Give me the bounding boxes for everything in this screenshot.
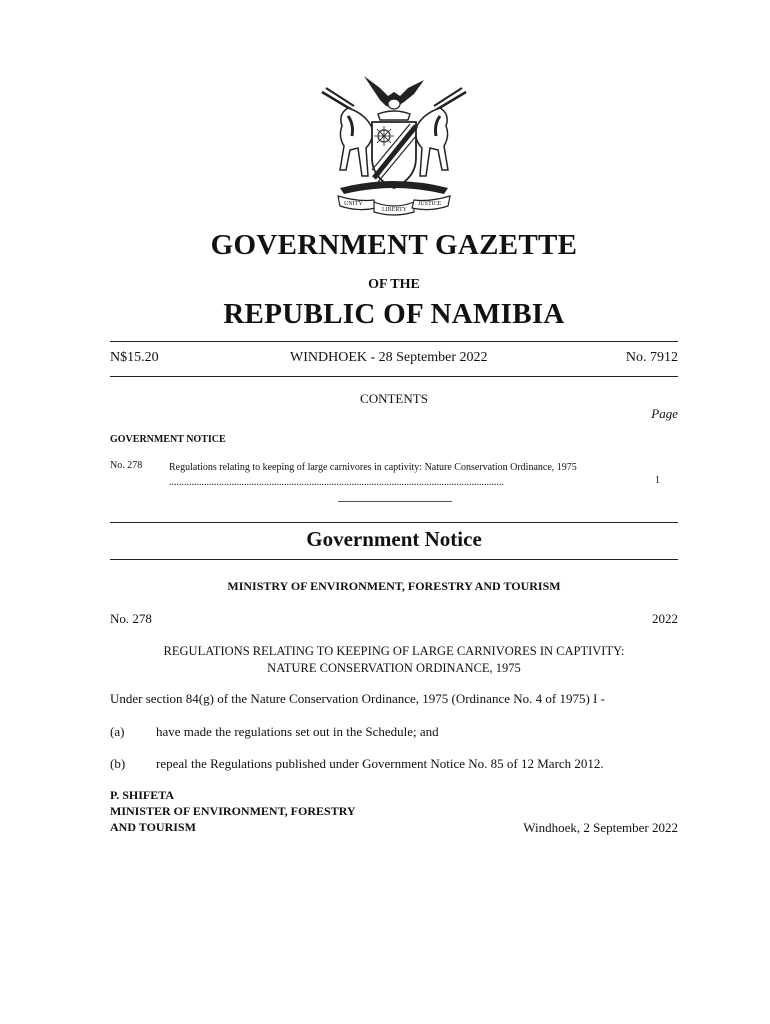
notice-number: No. 278 [110,611,152,626]
gazette-title: GOVERNMENT GAZETTE [210,229,578,261]
notice-title: Government Notice [306,527,482,551]
motto-liberty: LIBERTY [382,207,407,213]
notice-year: 2022 [652,611,678,626]
short-divider [338,501,452,502]
signature-date: Windhoek, 2 September 2022 [523,820,678,835]
coat-of-arms-emblem [318,66,470,216]
contents-page-label: Page [651,406,678,421]
signatory-name: P. SHIFETA [110,788,175,802]
item-text-a: have made the regulations set out in the Schedule; and [156,724,439,739]
item-text-b: repeal the Regulations published under Government Notice No. 85 of 12 March 2012. [156,756,604,771]
toc-entry-text: Regulations relating to keeping of large carnivores in captivity: Nature Conservation Ordinance, 1975 ...................................................................................................................................... [169,462,577,488]
signatory-title-line-2: AND TOURISM [110,820,196,834]
contents-section-heading: GOVERNMENT NOTICE [110,434,226,445]
signature-block [110,787,356,835]
divider [110,376,678,377]
toc-entry-page: 1 [655,475,660,486]
gazette-of-the: OF THE [368,277,420,292]
regulation-title-line-2: NATURE CONSERVATION ORDINANCE, 1975 [267,661,521,675]
item-label-a: (a) [110,724,125,739]
divider [110,522,678,523]
divider [110,341,678,342]
gazette-place-date: WINDHOEK - 28 September 2022 [290,350,488,365]
notice-intro: Under section 84(g) of the Nature Conservation Ordinance, 1975 (Ordinance No. 4 of 1975) I - [110,691,605,706]
contents-heading: CONTENTS [360,391,428,406]
signatory-title-line-1: MINISTER OF ENVIRONMENT, FORESTRY [110,804,356,818]
toc-entry-number: No. 278 [110,460,143,471]
motto-unity: UNITY [344,201,363,207]
gazette-republic: REPUBLIC OF NAMIBIA [223,298,565,330]
divider [110,559,678,560]
gazette-number: No. 7912 [625,350,678,365]
ministry-heading: MINISTRY OF ENVIRONMENT, FORESTRY AND TOURISM [227,579,561,593]
item-label-b: (b) [110,756,126,771]
motto-justice: JUSTICE [418,201,442,207]
gazette-price: N$15.20 [110,350,159,365]
regulation-title-line-1: REGULATIONS RELATING TO KEEPING OF LARGE CARNIVORES IN CAPTIVITY: [163,644,625,658]
regulation-title [110,643,678,677]
